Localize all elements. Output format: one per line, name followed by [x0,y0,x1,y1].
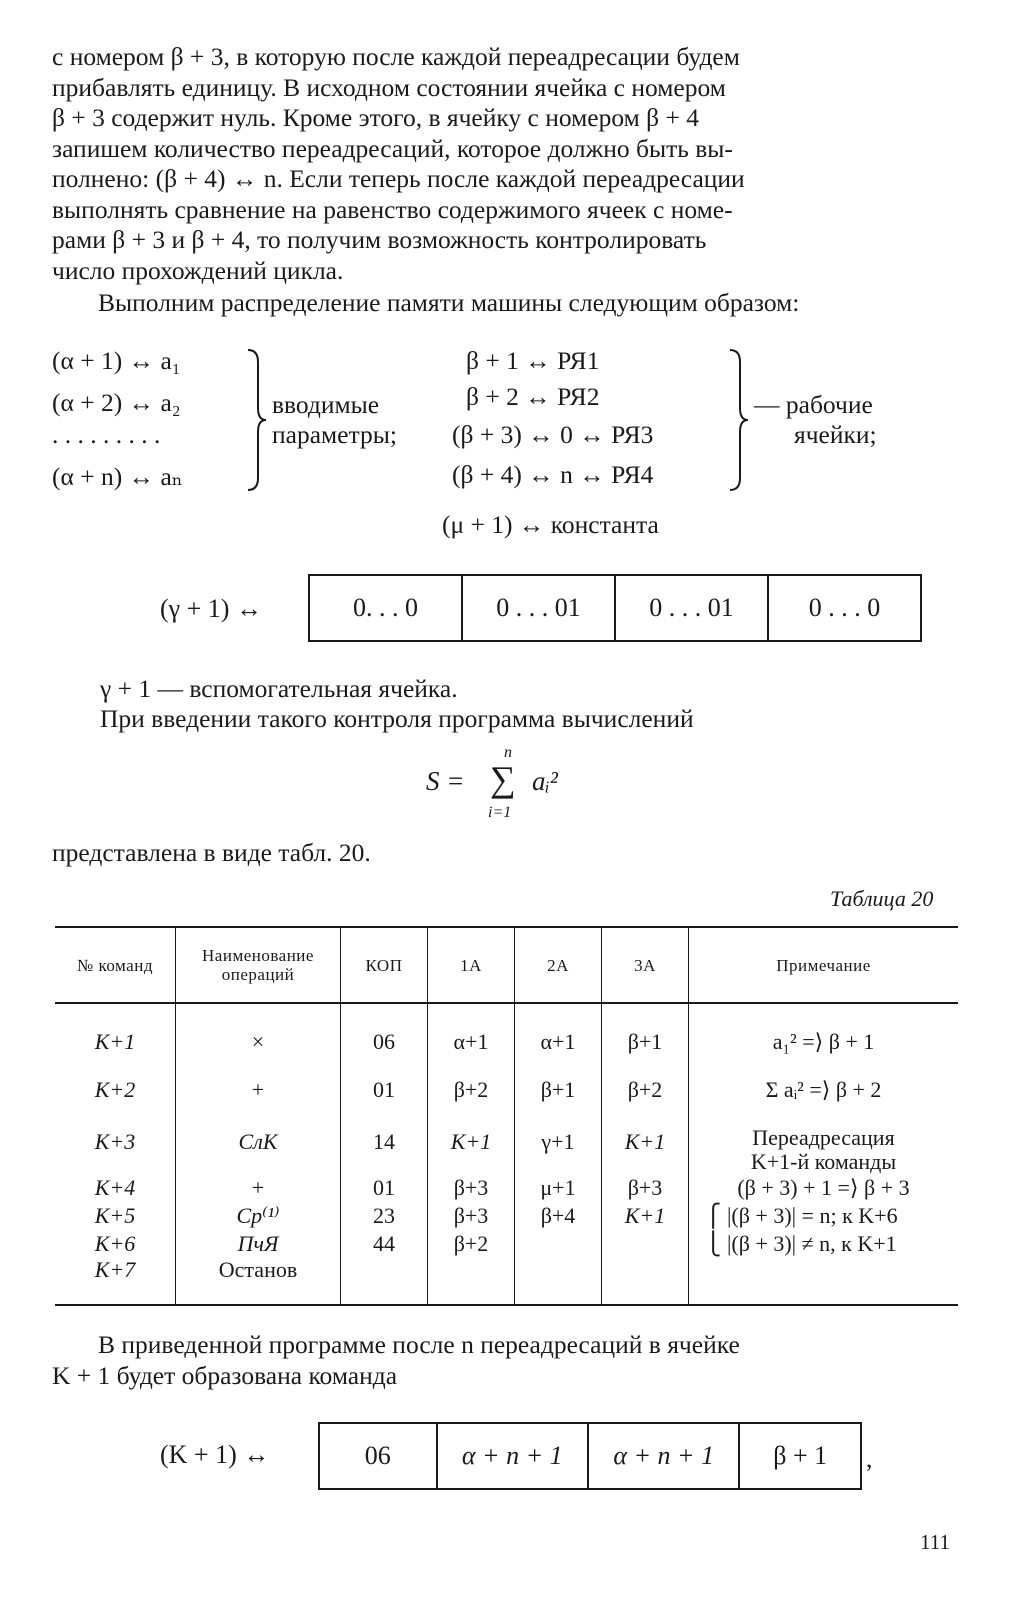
cell: 01 [373,1077,395,1102]
cell-segment: α + n + 1 [438,1424,589,1488]
param-row: (α + 2) ↔ a₂ [52,388,181,417]
text-line: рами β + 3 и β + 4, то получим возможность контролировать [52,225,707,254]
cell: K+6 [94,1231,136,1256]
col-header: 3А [602,927,689,1003]
cell-segment: 06 [320,1424,438,1488]
formula-lhs: S = [426,766,465,796]
work-row: β + 2 ↔ РЯ2 [466,382,600,411]
cell: K+4 [94,1175,136,1200]
cell: K+1 [450,1129,492,1154]
cell-segment: 0 . . . 0 [808,593,881,622]
aux-caption: γ + 1 — вспомогательная ячейка. [100,674,458,703]
params-label-2: параметры; [272,420,397,449]
program-intro: При введении такого контроля программа вычислений [100,704,694,733]
cell: β+3 [453,1203,489,1228]
sigma-icon: ∑ [490,759,516,799]
text-line: K + 1 будет образована команда [52,1360,398,1390]
params-label-1: вводимые [272,390,380,419]
cell: β+3 [453,1175,489,1200]
text-line: прибавлять единицу. В исходном состоянии ячейка с номером [52,72,726,102]
col-3a [602,1003,689,1305]
cell-segment: 0. . . 0 [310,576,463,640]
sum-lower: i=1 [488,804,512,821]
cell: ПчЯ [237,1231,279,1256]
cell: ⎩ |(β + 3)| ≠ n, к K+1 [705,1231,897,1256]
result-cell-label: (K + 1) ↔ [160,1440,270,1469]
cell: β+2 [453,1077,489,1102]
cell: β+1 [540,1077,576,1102]
sum-upper: n [504,744,512,761]
cell: 06 [373,1029,395,1054]
param-row: . . . . . . . . . [52,420,161,449]
aux-cell-label: (γ + 1) ↔ [160,594,262,623]
result-cell [318,1422,862,1490]
cell: K+1-й команды [750,1149,897,1174]
text-line: число прохождений цикла. [52,255,344,285]
cell: a₁² =⟩ β + 1 [772,1029,875,1054]
memory-intro: Выполним распределение памяти машины следующим образом: [98,288,800,317]
cell: β+1 [627,1029,663,1054]
table-caption: Таблица 20 [830,886,934,911]
col-numbers [55,1003,176,1305]
cell: 14 [373,1129,395,1154]
cell: β+3 [627,1175,663,1200]
col-header: 2А [515,927,602,1003]
intro-paragraph [52,42,962,286]
cell: K+1 [624,1129,666,1154]
col-header: 1А [428,927,515,1003]
cell-segment: β + 1 [773,1441,828,1470]
text-line: полнено: (β + 4) ↔ n. Если теперь после каждой переадресации [52,164,745,193]
commands-table [55,926,958,1306]
page-number: 111 [920,1530,950,1554]
result-trailing: , [866,1444,873,1473]
cell-segment: 0 . . . 01 [616,576,769,640]
param-row: (α + n) ↔ aₙ [52,462,183,491]
aux-cell [308,574,922,642]
sum-term: aᵢ² [532,766,558,796]
cell-segment: 0 . . . 01 [463,576,616,640]
cell: ⎧ |(β + 3)| = n; к K+6 [705,1203,898,1228]
work-row: β + 1 ↔ РЯ1 [466,346,600,375]
cell: γ+1 [541,1129,575,1154]
table-header-row [55,927,958,1003]
cell: СлК [238,1129,278,1154]
right-brace-icon [246,348,268,492]
cell: + [251,1175,265,1200]
col-header: Примечание [689,927,959,1003]
col-kop [341,1003,428,1305]
cell: Σ aᵢ² =⟩ β + 2 [765,1077,882,1102]
col-header: № команд [55,927,176,1003]
text-line: выполнять сравнение на равенство содержимого ячеек с номе- [52,194,733,224]
right-brace-icon [728,348,750,492]
cell-segment: α + n + 1 [589,1424,740,1488]
cell: K+7 [94,1257,136,1282]
text-line: запишем количество переадресаций, которое должно быть вы- [52,133,733,163]
program-intro-end: представлена в виде табл. 20. [52,838,371,867]
work-row: (β + 3) ↔ 0 ↔ РЯ3 [452,420,654,449]
cell: K+5 [94,1203,136,1228]
closing-paragraph [52,1330,962,1391]
col-2a [515,1003,602,1305]
cell: + [251,1077,265,1102]
cell: 01 [373,1175,395,1200]
cell: Останов [218,1257,298,1282]
table-row [55,1003,958,1305]
col-operations [176,1003,341,1305]
col-header: КОП [341,927,428,1003]
cell: Ср⁽¹⁾ [236,1203,280,1228]
cell: (β + 3) + 1 =⟩ β + 3 [737,1175,910,1200]
cell: β+2 [627,1077,663,1102]
cell: Переадресация [752,1125,895,1150]
work-label-1: — рабочие [754,390,873,419]
text-line: В приведенной программе после n переадресаций в ячейке [98,1330,740,1359]
text-line: с номером β + 3, в которую после каждой переадресации будем [52,42,740,71]
col-1a [428,1003,515,1305]
work-label-2: ячейки; [794,420,877,449]
work-row: (β + 4) ↔ n ↔ РЯ4 [452,460,654,489]
constant-line: (μ + 1) ↔ константа [442,510,659,539]
cell: β+4 [540,1203,576,1228]
cell: β+2 [453,1231,489,1256]
param-row: (α + 1) ↔ a₁ [52,346,181,375]
cell: μ+1 [540,1175,576,1200]
cell: α+1 [453,1029,489,1054]
col-notes [689,1003,959,1305]
cell: α+1 [540,1029,576,1054]
cell: 23 [373,1203,395,1228]
cell: K+1 [624,1203,666,1228]
text-line: β + 3 содержит нуль. Кроме этого, в ячейку с номером β + 4 [52,103,699,132]
cell: K+3 [94,1129,136,1154]
cell: K+1 [94,1029,136,1054]
cell: 44 [373,1231,395,1256]
cell: K+2 [94,1077,136,1102]
col-header: Наименование операций [176,927,341,1003]
cell: × [251,1029,265,1054]
